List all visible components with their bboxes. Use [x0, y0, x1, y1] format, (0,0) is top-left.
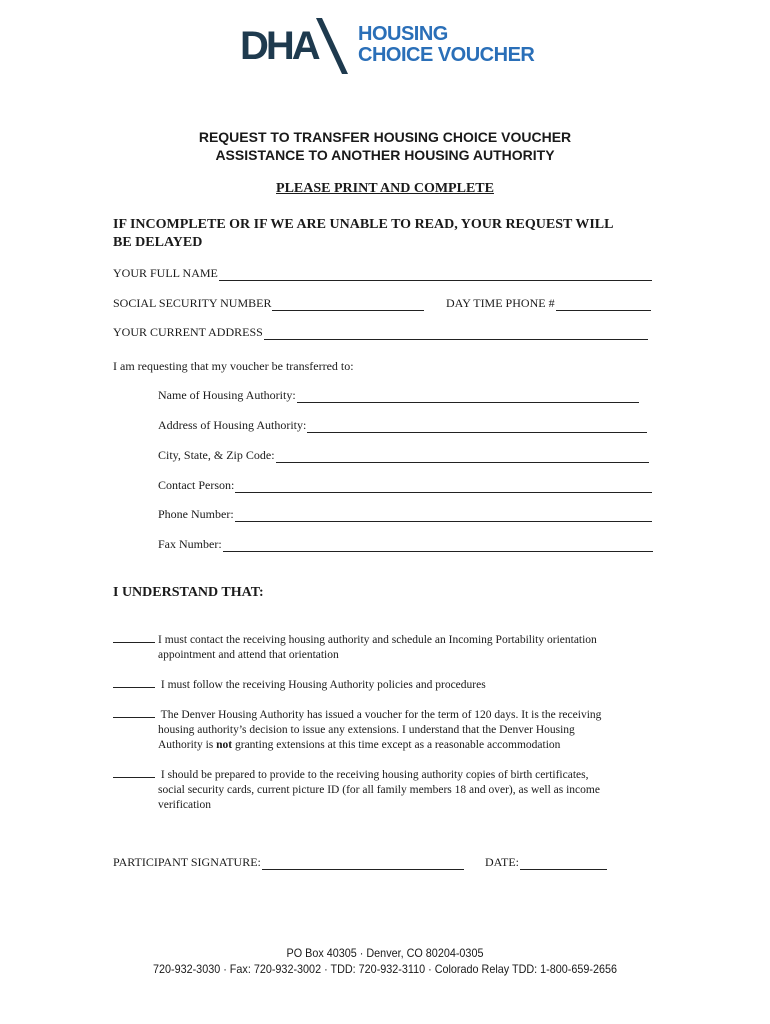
form-subtitle: PLEASE PRINT AND COMPLETE	[276, 181, 494, 196]
address-label: YOUR CURRENT ADDRESS	[113, 325, 263, 339]
ssn-label: SOCIAL SECURITY NUMBER	[113, 296, 272, 310]
initial-field-4[interactable]	[113, 766, 155, 778]
contact-person-row	[158, 478, 652, 493]
logo-line-housing: HOUSING	[358, 23, 448, 45]
acknowledgement-item-1	[113, 631, 653, 663]
contact-person-field[interactable]	[235, 480, 652, 493]
address-field[interactable]	[264, 327, 648, 340]
item-3-line-1: The Denver Housing Authority has issued a voucher for the term of 120 days. It is the receiving	[158, 709, 602, 721]
logo-slash-icon	[312, 18, 352, 74]
date-label: DATE:	[485, 855, 519, 869]
fax-row	[158, 537, 653, 552]
authority-phone-row	[158, 507, 652, 522]
authority-name-row	[158, 388, 639, 403]
date-field[interactable]	[520, 857, 607, 870]
footer-address: PO Box 40305 · Denver, CO 80204-0305	[286, 946, 484, 960]
signature-field[interactable]	[262, 857, 464, 870]
city-state-zip-field[interactable]	[276, 450, 649, 463]
authority-name-field[interactable]	[297, 390, 639, 403]
form-title-line-2: ASSISTANCE TO ANOTHER HOUSING AUTHORITY	[215, 147, 555, 163]
acknowledgement-item-2	[113, 676, 653, 693]
signature-label: PARTICIPANT SIGNATURE:	[113, 855, 261, 869]
understand-heading: I UNDERSTAND THAT:	[113, 585, 264, 600]
full-name-label: YOUR FULL NAME	[113, 266, 218, 280]
signature-row	[113, 855, 464, 870]
delay-warning: IF INCOMPLETE OR IF WE ARE UNABLE TO READ, YOUR REQUEST WILL BE DELAYED	[113, 217, 613, 250]
contact-person-label: Contact Person:	[158, 478, 235, 492]
logo-line-choice-voucher: CHOICE VOUCHER	[358, 44, 535, 66]
item-4-line-3: verification	[158, 799, 212, 811]
full-name-field[interactable]	[219, 268, 652, 281]
item-1-line-1: I must contact the receiving housing authority and schedule an Incoming Portability orientation	[158, 634, 597, 646]
phone-field[interactable]	[556, 298, 651, 311]
authority-address-label: Address of Housing Authority:	[158, 418, 307, 432]
city-state-zip-row	[158, 448, 649, 463]
authority-name-label: Name of Housing Authority:	[158, 388, 296, 402]
initial-field-3[interactable]	[113, 706, 155, 718]
full-name-row	[113, 266, 652, 281]
date-row	[485, 855, 607, 870]
dha-logo	[240, 18, 540, 74]
phone-row	[446, 296, 651, 311]
ssn-field[interactable]	[272, 298, 424, 311]
item-2-line-1: I must follow the receiving Housing Authority policies and procedures	[158, 679, 486, 691]
initial-field-2[interactable]	[113, 676, 155, 688]
item-4-line-1: I should be prepared to provide to the receiving housing authority copies of birth certificates,	[158, 769, 589, 781]
item-3-not-emphasis: not	[216, 739, 233, 751]
initial-field-1[interactable]	[113, 631, 155, 643]
ssn-row	[113, 296, 424, 311]
item-3-line-3	[113, 738, 653, 753]
item-1-line-2: appointment and attend that orientation	[158, 649, 339, 661]
item-3-line-3-end: granting extensions at this time except as a reasonable accommodation	[232, 739, 561, 751]
fax-label: Fax Number:	[158, 537, 222, 551]
authority-address-field[interactable]	[307, 420, 647, 433]
logo-mark: DHA	[240, 24, 318, 68]
address-row	[113, 325, 648, 340]
city-state-zip-label: City, State, & Zip Code:	[158, 448, 275, 462]
transfer-intro: I am requesting that my voucher be transferred to:	[113, 359, 354, 373]
phone-label: DAY TIME PHONE #	[446, 296, 555, 310]
form-title-line-1: REQUEST TO TRANSFER HOUSING CHOICE VOUCHER	[198, 129, 572, 145]
authority-phone-label: Phone Number:	[158, 507, 234, 521]
fax-field[interactable]	[223, 539, 653, 552]
footer-phones: 720-932-3030 · Fax: 720-932-3002 · TDD: 720-932-3110 · Colorado Relay TDD: 1-800-659-2656	[152, 962, 618, 976]
authority-phone-field[interactable]	[235, 509, 652, 522]
item-3-line-3-start: Authority is	[158, 739, 217, 751]
item-3-line-2: housing authority’s decision to issue any extensions. I understand that the Denver Housing	[158, 724, 575, 736]
item-4-line-2: social security cards, current picture ID (for all family members 18 and over), as well as income	[158, 784, 600, 796]
authority-address-row	[158, 418, 647, 433]
acknowledgement-item-4	[113, 766, 653, 813]
acknowledgement-item-3	[113, 706, 653, 753]
